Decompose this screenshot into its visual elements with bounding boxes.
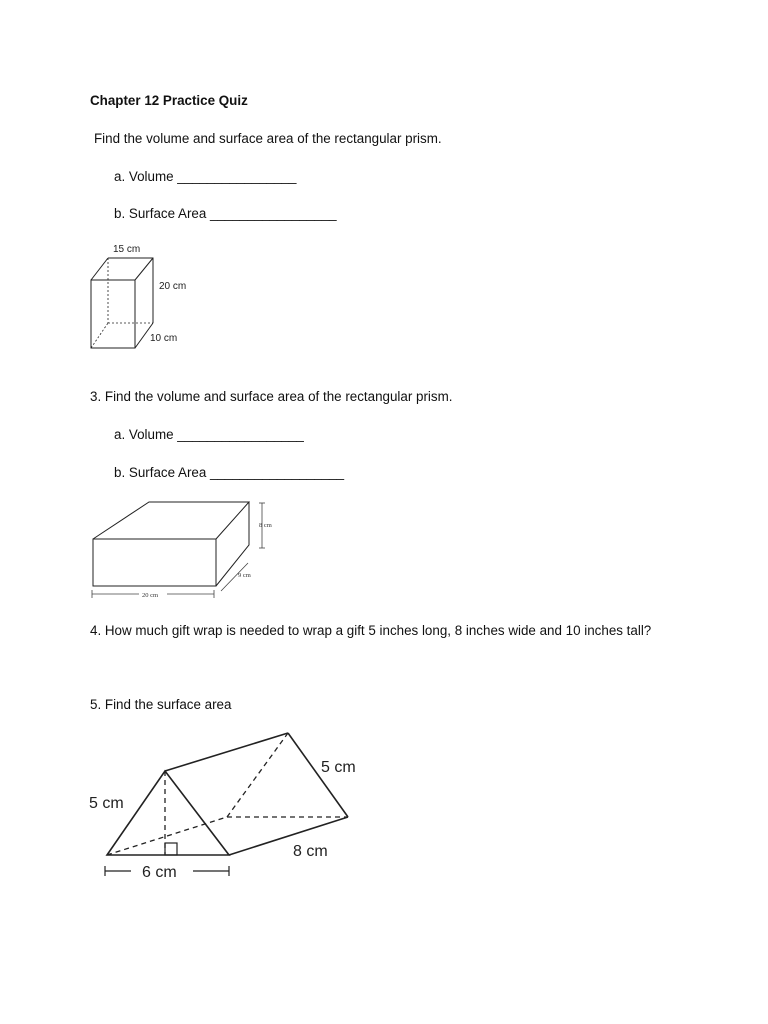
- q1-surface-area-answer-line: b. Surface Area _________________: [114, 206, 337, 221]
- q1-volume-answer-line: a. Volume ________________: [114, 169, 297, 184]
- q5-prompt: 5. Find the surface area: [90, 697, 232, 712]
- q3-label-height: 8 cm: [259, 522, 272, 529]
- q5-label-base: 6 cm: [142, 864, 177, 881]
- q1-label-right: 20 cm: [159, 281, 187, 292]
- q1-prompt: Find the volume and surface area of the rectangular prism.: [94, 131, 442, 146]
- q3-front-face: [93, 539, 216, 586]
- q3-prism-diagram: [88, 498, 288, 602]
- q3-prompt: 3. Find the volume and surface area of the rectangular prism.: [90, 389, 453, 404]
- q5-label-slant: 5 cm: [89, 795, 124, 812]
- q5-bottom-edge: [229, 817, 348, 855]
- q5-top-edge: [165, 733, 288, 771]
- q1-back-edges: [108, 258, 153, 323]
- page-title: Chapter 12 Practice Quiz: [90, 93, 248, 108]
- q3-top-face: [93, 502, 249, 539]
- q3-volume-answer-line: a. Volume _________________: [114, 427, 304, 442]
- q5-label-depth: 8 cm: [293, 843, 328, 860]
- q1-prism-diagram: [85, 238, 215, 353]
- q5-label-length: 5 cm: [321, 759, 356, 776]
- q3-surface-area-answer-line: b. Surface Area __________________: [114, 465, 345, 480]
- q3-label-width: 20 cm: [142, 592, 159, 599]
- q5-triangular-prism-diagram: [85, 725, 385, 890]
- q5-right-angle-mark: [165, 843, 177, 855]
- q4-prompt: 4. How much gift wrap is needed to wrap a gift 5 inches long, 8 inches wide and 10 inches tall?: [90, 623, 652, 638]
- q1-label-bottom: 10 cm: [150, 333, 178, 344]
- q3-label-depth: 9 cm: [238, 572, 251, 579]
- q1-label-top: 15 cm: [113, 244, 141, 255]
